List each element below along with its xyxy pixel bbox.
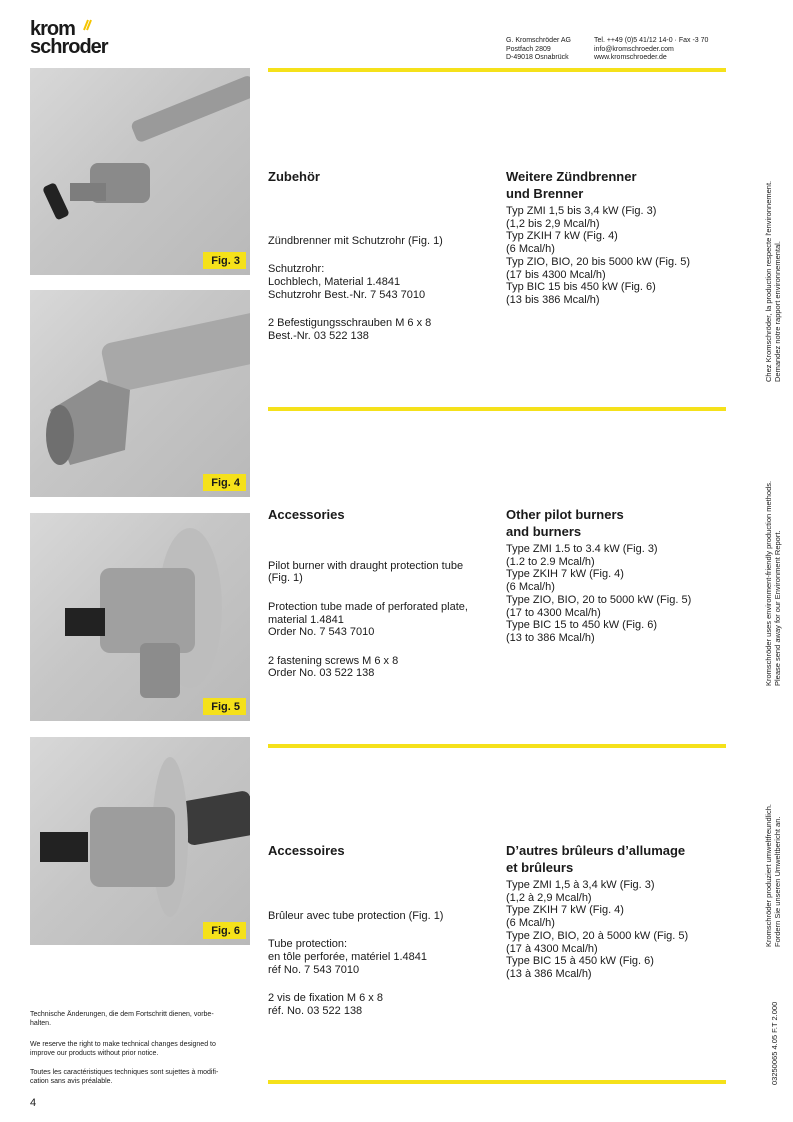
- sidebar-line: Chez Kromschröder, la production respecte l'environnement.: [764, 180, 773, 382]
- en-other-burners-heading: Other pilot burners and burners: [506, 507, 624, 539]
- figure-label: Fig. 6: [203, 922, 246, 939]
- en-accessories-heading: Accessories: [268, 507, 345, 522]
- accessory-item: Brûleur avec tube protection (Fig. 1): [268, 909, 444, 922]
- sidebar-line: Demandez notre rapport environnemental.: [773, 241, 782, 382]
- accessory-item: Pilot burner with draught protection tube (Fig. 1): [268, 559, 464, 585]
- fr-other-burners-list: Type ZMI 1,5 à 3,4 kW (Fig. 3) (1,2 à 2,9 Mcal/h) Type ZKIH 7 kW (Fig. 4) (6 Mcal/h) Type ZIO, BIO, 20 à 5000 kW (Fig. 5) (17 à 4300 Mcal/h) Type BIC 15 à 450 kW (Fig. 6) (13 à 386 Mcal/h): [506, 879, 689, 980]
- section-divider: [268, 744, 726, 748]
- sidebar-line: Please send away for our Environment Report.: [773, 530, 782, 686]
- logo-line-2: schroder: [30, 36, 108, 58]
- sidebar-line: Fordern Sie unseren Umweltbericht an.: [773, 816, 782, 947]
- contact-line: Tel. ++49 (0)5 41/12 14-0 · Fax -3 70: [594, 37, 709, 44]
- company-address: [506, 37, 571, 63]
- fr-accessories-list: [268, 897, 490, 1033]
- sidebar-line: Kromschröder produziert umweltfreundlich.: [764, 804, 773, 947]
- de-other-burners-list: Typ ZMI 1,5 bis 3,4 kW (Fig. 3) (1,2 bis 2,9 Mcal/h) Typ ZKIH 7 kW (Fig. 4) (6 Mcal/h) Typ ZIO, BIO, 20 bis 5000 kW (Fig. 5) (17 bis 4300 Mcal/h) Typ BIC 15 bis 450 kW (Fig. 6) (13 bis 386 Mcal/h): [506, 205, 691, 306]
- address-line: D-49018 Osnabrück: [506, 54, 569, 61]
- figure-6-photo: [30, 737, 250, 945]
- company-contact: [594, 37, 708, 63]
- footer-note-de: Technische Änderungen, die dem Fortschritt dienen, vorbe- halten.: [30, 1011, 214, 1027]
- contact-website: www.kromschroeder.de: [594, 54, 667, 61]
- pilot-burner-zmi-image: [30, 68, 250, 275]
- document-code: 03250065 4.05 F.T 2.000: [770, 1001, 779, 1085]
- section-divider: [268, 68, 726, 72]
- figure-4-photo: [30, 290, 250, 497]
- footer-note-fr: Toutes les caractéristiques techniques sont sujettes à modifi- cation sans avis préalable.: [30, 1069, 219, 1085]
- en-accessories-list: [268, 547, 490, 696]
- section-divider: [268, 407, 726, 411]
- sidebar-environment-en: [764, 481, 782, 686]
- de-accessories-list: [268, 222, 488, 358]
- accessory-item: Tube protection: en tôle perforée, matériel 1.4841 réf No. 7 543 7010: [268, 938, 427, 976]
- accessory-item: Zündbrenner mit Schutzrohr (Fig. 1): [268, 234, 443, 247]
- accessory-item: 2 fastening screws M 6 x 8 Order No. 03 522 138: [268, 654, 399, 680]
- accessory-item: 2 vis de fixation M 6 x 8 réf. No. 03 522 138: [268, 991, 383, 1017]
- sidebar-line: Kromschröder uses environment-friendly production methods.: [764, 480, 773, 686]
- burner-bic-image: [30, 737, 250, 945]
- figure-3-photo: [30, 68, 250, 275]
- logo-line-1: krom: [30, 18, 75, 40]
- sidebar-environment-fr: [764, 181, 782, 382]
- figure-label: Fig. 4: [203, 474, 246, 491]
- en-other-burners-list: Type ZMI 1.5 to 3.4 kW (Fig. 3) (1.2 to 2.9 Mcal/h) Type ZKIH 7 kW (Fig. 4) (6 Mcal/h) Type ZIO, BIO, 20 to 5000 kW (Fig. 5) (17 to 4300 Mcal/h) Type BIC 15 to 450 kW (Fig. 6) (13 to 386 Mcal/h): [506, 543, 692, 644]
- section-divider: [268, 1080, 726, 1084]
- accessory-item: Schutzrohr: Lochblech, Material 1.4841 Schutzrohr Best.-Nr. 7 543 7010: [268, 263, 426, 301]
- fr-other-burners-heading: D’autres brûleurs d’allumage et brûleurs: [506, 843, 686, 875]
- accessory-item: 2 Befestigungsschrauben M 6 x 8 Best.-Nr. 03 522 138: [268, 316, 432, 342]
- address-line: G. Kromschröder AG: [506, 37, 571, 44]
- burner-zio-bio-image: [30, 513, 250, 721]
- footer-note-en: We reserve the right to make technical changes designed to improve our products without prior notice.: [30, 1041, 216, 1057]
- figure-label: Fig. 3: [203, 252, 246, 269]
- figure-label: Fig. 5: [203, 698, 246, 715]
- sidebar-environment-de: [764, 804, 782, 947]
- kromschroder-logo: [30, 20, 108, 56]
- de-other-burners-heading: Weitere Zündbrenner und Brenner: [506, 169, 637, 201]
- address-line: Postfach 2809: [506, 45, 551, 53]
- contact-email: info@kromschroeder.com: [594, 45, 674, 53]
- fr-accessories-heading: Accessoires: [268, 843, 345, 858]
- figure-5-photo: [30, 513, 250, 721]
- page-number: 4: [30, 1097, 37, 1109]
- accessory-item: Protection tube made of perforated plate, material 1.4841 Order No. 7 543 7010: [268, 600, 468, 639]
- de-accessories-heading: Zubehör: [268, 169, 320, 184]
- logo-slash-icon: [82, 18, 92, 32]
- pilot-burner-zkih-image: [30, 290, 250, 497]
